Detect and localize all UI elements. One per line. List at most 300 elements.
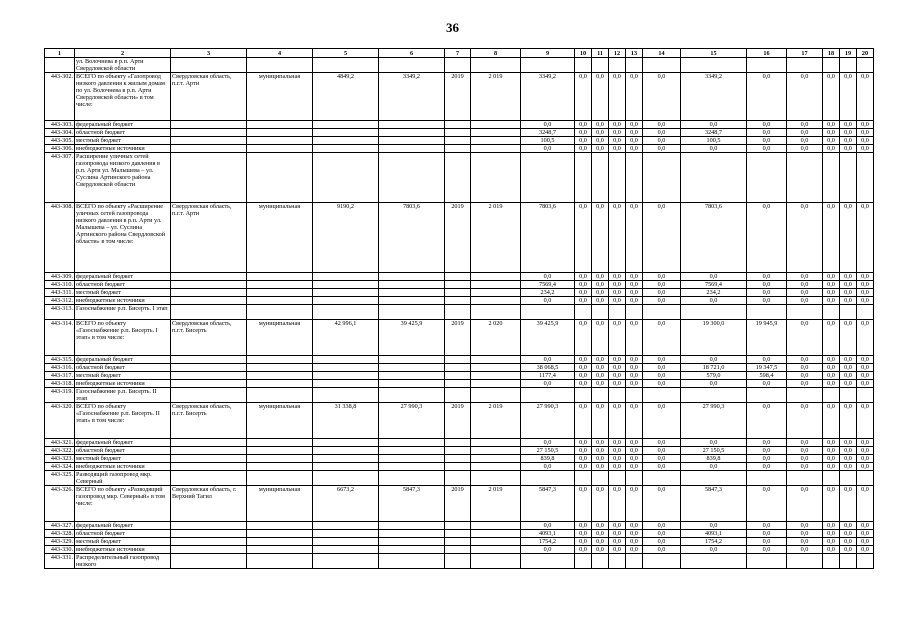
start-year: [445, 388, 471, 403]
year-amount-19: 0,0: [840, 137, 857, 145]
column-header-2: 2: [75, 49, 171, 58]
location: [171, 388, 247, 403]
ownership: [247, 129, 313, 137]
year-amount-12: 0,0: [609, 297, 626, 305]
table-row: [45, 281, 874, 289]
table-row: [45, 73, 874, 121]
year-amount-11: 0,0: [592, 486, 609, 522]
row-code: 443-312.: [45, 297, 75, 305]
row-description: внебюджетные источники: [75, 546, 171, 554]
year-amount-13: 0,0: [626, 530, 643, 538]
remaining-cost: [379, 281, 445, 289]
year-amount-13: 0,0: [626, 538, 643, 546]
row-code: 443-324.: [45, 463, 75, 471]
end-year: [471, 439, 521, 447]
year-amount-10: 0,0: [575, 297, 592, 305]
start-year: [445, 463, 471, 471]
year-amount-15: [681, 388, 747, 403]
ownership: [247, 305, 313, 320]
end-year: [471, 58, 521, 73]
year-amount-17: 0,0: [787, 121, 823, 129]
year-amount-10: 0,0: [575, 203, 592, 273]
year-amount-11: 0,0: [592, 538, 609, 546]
row-code: 443-309.: [45, 273, 75, 281]
year-amount-15: 5847,3: [681, 486, 747, 522]
year-amount-18: 0,0: [823, 364, 840, 372]
table-row: [45, 530, 874, 538]
year-amount-16: 0,0: [747, 439, 787, 447]
year-amount-18: [823, 388, 840, 403]
ownership: [247, 121, 313, 129]
year-amount-18: 0,0: [823, 522, 840, 530]
year-amount-12: 0,0: [609, 129, 626, 137]
ownership: [247, 388, 313, 403]
estimated-cost: 42 996,1: [313, 320, 379, 356]
year-amount-13: [626, 58, 643, 73]
year-amount-12: 0,0: [609, 546, 626, 554]
remaining-cost: [379, 129, 445, 137]
row-code: 443-316.: [45, 364, 75, 372]
ownership: муниципальная: [247, 320, 313, 356]
year-amount-18: 0,0: [823, 356, 840, 364]
table-row: [45, 364, 874, 372]
end-year: [471, 471, 521, 486]
table-row: [45, 289, 874, 297]
year-amount-11: [592, 58, 609, 73]
year-amount-15: 579,0: [681, 372, 747, 380]
end-year: [471, 137, 521, 145]
total-amount: 27 150,5: [521, 447, 575, 455]
location: [171, 455, 247, 463]
year-amount-14: 0,0: [643, 73, 681, 121]
total-amount: 3248,7: [521, 129, 575, 137]
estimated-cost: [313, 447, 379, 455]
estimated-cost: [313, 281, 379, 289]
column-header-20: 20: [857, 49, 874, 58]
row-code: 443-305.: [45, 137, 75, 145]
year-amount-17: 0,0: [787, 372, 823, 380]
year-amount-14: 0,0: [643, 289, 681, 297]
row-code: 443-325.: [45, 471, 75, 486]
estimated-cost: [313, 297, 379, 305]
year-amount-20: [857, 388, 874, 403]
row-code: 443-311.: [45, 289, 75, 297]
year-amount-14: 0,0: [643, 530, 681, 538]
year-amount-19: 0,0: [840, 530, 857, 538]
year-amount-10: [575, 153, 592, 203]
year-amount-17: 0,0: [787, 522, 823, 530]
year-amount-12: [609, 388, 626, 403]
year-amount-17: 0,0: [787, 364, 823, 372]
end-year: [471, 364, 521, 372]
row-code: 443-330.: [45, 546, 75, 554]
row-code: 443-327.: [45, 522, 75, 530]
row-code: 443-323.: [45, 455, 75, 463]
total-amount: 27 990,3: [521, 403, 575, 439]
year-amount-19: 0,0: [840, 403, 857, 439]
year-amount-10: 0,0: [575, 372, 592, 380]
start-year: [445, 137, 471, 145]
end-year: [471, 554, 521, 569]
year-amount-16: 0,0: [747, 546, 787, 554]
location: [171, 281, 247, 289]
end-year: [471, 546, 521, 554]
year-amount-16: 0,0: [747, 121, 787, 129]
year-amount-12: 0,0: [609, 289, 626, 297]
year-amount-20: 0,0: [857, 145, 874, 153]
year-amount-16: 0,0: [747, 486, 787, 522]
year-amount-11: 0,0: [592, 403, 609, 439]
year-amount-20: 0,0: [857, 121, 874, 129]
location: [171, 356, 247, 364]
remaining-cost: [379, 538, 445, 546]
location: [171, 439, 247, 447]
ownership: муниципальная: [247, 486, 313, 522]
page-number: 36: [446, 20, 459, 35]
remaining-cost: [379, 356, 445, 364]
remaining-cost: [379, 522, 445, 530]
year-amount-12: 0,0: [609, 530, 626, 538]
row-description: ВСЕГО по объекту «Газоснабжение р.п. Бисерть. I этап» в том числе:: [75, 320, 171, 356]
row-description: областной бюджет: [75, 447, 171, 455]
table-row: [45, 121, 874, 129]
column-header-11: 11: [592, 49, 609, 58]
year-amount-10: 0,0: [575, 439, 592, 447]
row-code: 443-329.: [45, 538, 75, 546]
row-description: ВСЕГО по объекту «Газоснабжение р.п. Бисерть. II этап» в том числе:: [75, 403, 171, 439]
column-header-5: 5: [313, 49, 379, 58]
year-amount-17: [787, 153, 823, 203]
year-amount-11: 0,0: [592, 522, 609, 530]
year-amount-18: 0,0: [823, 129, 840, 137]
estimated-cost: [313, 153, 379, 203]
year-amount-17: [787, 305, 823, 320]
total-amount: 100,5: [521, 137, 575, 145]
start-year: 2019: [445, 203, 471, 273]
year-amount-14: [643, 58, 681, 73]
year-amount-20: [857, 58, 874, 73]
ownership: [247, 297, 313, 305]
year-amount-10: 0,0: [575, 121, 592, 129]
ownership: [247, 153, 313, 203]
year-amount-18: [823, 554, 840, 569]
estimated-cost: [313, 538, 379, 546]
year-amount-19: 0,0: [840, 121, 857, 129]
column-header-19: 19: [840, 49, 857, 58]
year-amount-13: 0,0: [626, 546, 643, 554]
column-header-8: 8: [471, 49, 521, 58]
end-year: 2 019: [471, 73, 521, 121]
year-amount-19: [840, 305, 857, 320]
remaining-cost: [379, 463, 445, 471]
row-description: местный бюджет: [75, 372, 171, 380]
row-code: 443-304.: [45, 129, 75, 137]
row-description: местный бюджет: [75, 289, 171, 297]
year-amount-15: [681, 58, 747, 73]
year-amount-20: 0,0: [857, 281, 874, 289]
year-amount-18: 0,0: [823, 372, 840, 380]
year-amount-14: 0,0: [643, 129, 681, 137]
column-header-16: 16: [747, 49, 787, 58]
year-amount-18: 0,0: [823, 73, 840, 121]
year-amount-13: 0,0: [626, 73, 643, 121]
row-description: федеральный бюджет: [75, 273, 171, 281]
year-amount-19: [840, 554, 857, 569]
table-row: [45, 471, 874, 486]
year-amount-14: 0,0: [643, 546, 681, 554]
total-amount: [521, 471, 575, 486]
year-amount-12: 0,0: [609, 486, 626, 522]
remaining-cost: [379, 455, 445, 463]
year-amount-15: 7803,6: [681, 203, 747, 273]
year-amount-15: 3248,7: [681, 129, 747, 137]
year-amount-15: 0,0: [681, 380, 747, 388]
location: [171, 129, 247, 137]
total-amount: 0,0: [521, 522, 575, 530]
year-amount-12: 0,0: [609, 320, 626, 356]
year-amount-13: [626, 153, 643, 203]
total-amount: 0,0: [521, 297, 575, 305]
year-amount-15: 0,0: [681, 463, 747, 471]
year-amount-10: 0,0: [575, 455, 592, 463]
table-row: [45, 403, 874, 439]
location: [171, 538, 247, 546]
year-amount-16: 0,0: [747, 145, 787, 153]
start-year: [445, 447, 471, 455]
end-year: [471, 121, 521, 129]
year-amount-18: 0,0: [823, 203, 840, 273]
start-year: [445, 153, 471, 203]
year-amount-12: 0,0: [609, 447, 626, 455]
year-amount-11: 0,0: [592, 455, 609, 463]
year-amount-18: 0,0: [823, 439, 840, 447]
year-amount-11: 0,0: [592, 439, 609, 447]
start-year: [445, 129, 471, 137]
year-amount-13: 0,0: [626, 372, 643, 380]
year-amount-10: 0,0: [575, 530, 592, 538]
estimated-cost: [313, 380, 379, 388]
year-amount-19: 0,0: [840, 203, 857, 273]
year-amount-15: 1754,2: [681, 538, 747, 546]
remaining-cost: [379, 289, 445, 297]
row-code: 443-315.: [45, 356, 75, 364]
year-amount-11: 0,0: [592, 73, 609, 121]
year-amount-12: 0,0: [609, 403, 626, 439]
ownership: [247, 356, 313, 364]
row-description: федеральный бюджет: [75, 522, 171, 530]
year-amount-20: 0,0: [857, 380, 874, 388]
ownership: [247, 58, 313, 73]
year-amount-11: 0,0: [592, 463, 609, 471]
total-amount: 39 425,9: [521, 320, 575, 356]
row-description: внебюджетные источники: [75, 145, 171, 153]
year-amount-11: 0,0: [592, 129, 609, 137]
remaining-cost: [379, 137, 445, 145]
end-year: 2 019: [471, 403, 521, 439]
year-amount-16: 0,0: [747, 522, 787, 530]
table-row: [45, 145, 874, 153]
year-amount-17: [787, 58, 823, 73]
row-description: местный бюджет: [75, 538, 171, 546]
year-amount-18: 0,0: [823, 403, 840, 439]
row-description: внебюджетные источники: [75, 463, 171, 471]
estimated-cost: 6673,2: [313, 486, 379, 522]
year-amount-16: 19 347,5: [747, 364, 787, 372]
year-amount-14: [643, 153, 681, 203]
remaining-cost: 3349,2: [379, 73, 445, 121]
start-year: [445, 289, 471, 297]
ownership: муниципальная: [247, 203, 313, 273]
ownership: [247, 471, 313, 486]
year-amount-13: 0,0: [626, 203, 643, 273]
year-amount-10: 0,0: [575, 463, 592, 471]
year-amount-10: [575, 58, 592, 73]
total-amount: 839,8: [521, 455, 575, 463]
year-amount-13: [626, 554, 643, 569]
year-amount-11: 0,0: [592, 297, 609, 305]
end-year: [471, 145, 521, 153]
start-year: [445, 364, 471, 372]
year-amount-19: 0,0: [840, 320, 857, 356]
year-amount-19: 0,0: [840, 486, 857, 522]
year-amount-14: 0,0: [643, 145, 681, 153]
year-amount-16: 0,0: [747, 455, 787, 463]
start-year: [445, 522, 471, 530]
year-amount-13: 0,0: [626, 455, 643, 463]
location: Свердловская область, п.г.т. Арти: [171, 73, 247, 121]
year-amount-15: 234,2: [681, 289, 747, 297]
year-amount-11: 0,0: [592, 281, 609, 289]
remaining-cost: [379, 145, 445, 153]
year-amount-17: [787, 554, 823, 569]
location: [171, 530, 247, 538]
location: [171, 121, 247, 129]
estimated-cost: [313, 273, 379, 281]
estimated-cost: [313, 522, 379, 530]
year-amount-18: 0,0: [823, 145, 840, 153]
remaining-cost: [379, 153, 445, 203]
year-amount-17: 0,0: [787, 538, 823, 546]
ownership: муниципальная: [247, 73, 313, 121]
total-amount: [521, 58, 575, 73]
column-header-12: 12: [609, 49, 626, 58]
table-row: [45, 486, 874, 522]
row-code: 443-303.: [45, 121, 75, 129]
year-amount-14: 0,0: [643, 137, 681, 145]
row-description: Разводящий газопровод мкр. Северный: [75, 471, 171, 486]
row-description: местный бюджет: [75, 137, 171, 145]
location: Свердловская область, п.г.т. Бисерть: [171, 403, 247, 439]
row-description: внебюджетные источники: [75, 380, 171, 388]
year-amount-18: [823, 153, 840, 203]
row-description: областной бюджет: [75, 129, 171, 137]
location: [171, 463, 247, 471]
year-amount-12: 0,0: [609, 364, 626, 372]
year-amount-10: 0,0: [575, 73, 592, 121]
ownership: [247, 455, 313, 463]
row-code: 443-326.: [45, 486, 75, 522]
column-header-14: 14: [643, 49, 681, 58]
year-amount-13: 0,0: [626, 522, 643, 530]
year-amount-18: 0,0: [823, 486, 840, 522]
ownership: [247, 463, 313, 471]
year-amount-14: 0,0: [643, 281, 681, 289]
start-year: [445, 455, 471, 463]
year-amount-20: 0,0: [857, 403, 874, 439]
year-amount-17: 0,0: [787, 297, 823, 305]
end-year: [471, 273, 521, 281]
total-amount: 234,2: [521, 289, 575, 297]
total-amount: 0,0: [521, 439, 575, 447]
year-amount-14: 0,0: [643, 297, 681, 305]
year-amount-19: [840, 471, 857, 486]
estimated-cost: [313, 463, 379, 471]
year-amount-10: 0,0: [575, 546, 592, 554]
year-amount-12: [609, 554, 626, 569]
year-amount-10: 0,0: [575, 403, 592, 439]
year-amount-17: 0,0: [787, 73, 823, 121]
year-amount-15: [681, 471, 747, 486]
year-amount-11: 0,0: [592, 380, 609, 388]
year-amount-20: 0,0: [857, 73, 874, 121]
year-amount-17: 0,0: [787, 320, 823, 356]
table-row: [45, 297, 874, 305]
ownership: [247, 289, 313, 297]
year-amount-20: 0,0: [857, 447, 874, 455]
year-amount-19: 0,0: [840, 522, 857, 530]
start-year: 2019: [445, 486, 471, 522]
estimated-cost: [313, 129, 379, 137]
year-amount-13: 0,0: [626, 463, 643, 471]
year-amount-14: 0,0: [643, 403, 681, 439]
end-year: [471, 463, 521, 471]
year-amount-13: 0,0: [626, 273, 643, 281]
total-amount: 0,0: [521, 145, 575, 153]
start-year: [445, 546, 471, 554]
year-amount-19: 0,0: [840, 447, 857, 455]
year-amount-16: 0,0: [747, 129, 787, 137]
total-amount: 0,0: [521, 121, 575, 129]
year-amount-11: [592, 554, 609, 569]
remaining-cost: [379, 447, 445, 455]
year-amount-19: 0,0: [840, 538, 857, 546]
remaining-cost: [379, 546, 445, 554]
row-description: областной бюджет: [75, 364, 171, 372]
start-year: 2019: [445, 403, 471, 439]
end-year: [471, 388, 521, 403]
year-amount-14: 0,0: [643, 447, 681, 455]
row-code: 443-320.: [45, 403, 75, 439]
year-amount-15: 0,0: [681, 297, 747, 305]
end-year: [471, 289, 521, 297]
year-amount-19: [840, 58, 857, 73]
year-amount-17: 0,0: [787, 403, 823, 439]
year-amount-12: 0,0: [609, 203, 626, 273]
year-amount-20: 0,0: [857, 455, 874, 463]
year-amount-15: 0,0: [681, 356, 747, 364]
year-amount-18: 0,0: [823, 463, 840, 471]
row-description: федеральный бюджет: [75, 121, 171, 129]
year-amount-12: 0,0: [609, 455, 626, 463]
row-description: внебюджетные источники: [75, 297, 171, 305]
year-amount-11: 0,0: [592, 320, 609, 356]
total-amount: 4093,1: [521, 530, 575, 538]
table-row: [45, 522, 874, 530]
year-amount-15: 0,0: [681, 546, 747, 554]
ownership: [247, 145, 313, 153]
year-amount-20: [857, 153, 874, 203]
year-amount-16: 0,0: [747, 380, 787, 388]
